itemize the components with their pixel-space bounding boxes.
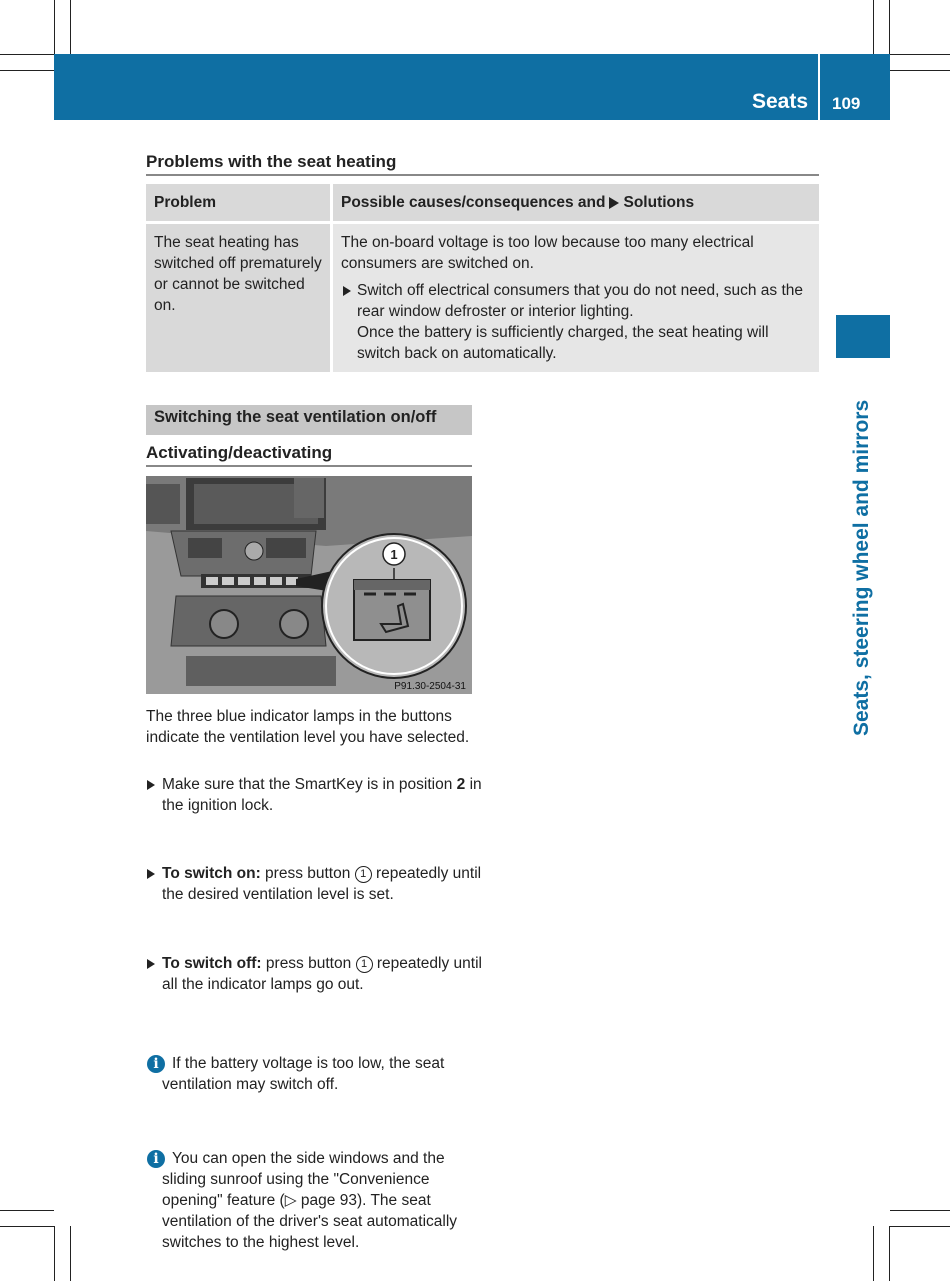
callout-number: 1 — [390, 547, 398, 562]
column-header-solutions-text: Solutions — [623, 194, 695, 211]
section-title: Seats — [752, 90, 809, 113]
header-divider — [818, 54, 820, 120]
page-number: 109 — [832, 94, 861, 113]
bullet-bold: 2 — [456, 776, 466, 793]
triangle-icon — [609, 197, 619, 209]
bullet-triangle-icon — [147, 959, 155, 969]
button-number-icon: 1 — [356, 956, 373, 973]
crop-mark — [873, 1226, 874, 1281]
crop-mark — [889, 1226, 890, 1281]
crop-mark — [54, 1226, 55, 1281]
console-figure — [146, 476, 472, 694]
bullet-text: Make sure that the SmartKey is in position — [162, 776, 453, 793]
bullet-triangle-icon — [147, 780, 155, 790]
bullet-bold: To switch off: — [162, 955, 262, 972]
crop-mark — [889, 0, 890, 54]
crop-mark — [890, 1226, 950, 1227]
info-note — [146, 1148, 492, 1253]
activating-heading: Activating/deactivating — [146, 443, 333, 462]
bullet-text: press button — [265, 955, 352, 972]
solution-text-1: Switch off electrical consumers that you do not need, such as the rear window defroster or interior lighting. — [357, 282, 804, 320]
heading-rule — [146, 174, 819, 176]
bullet-text: press button — [265, 865, 351, 882]
crop-mark — [890, 54, 950, 55]
solution-text-2: Once the battery is sufficiently charged, the seat heating will switch back on automatically. — [357, 324, 769, 362]
crop-mark — [54, 0, 55, 54]
info-text: You can open the side windows and the sliding sunroof using the "Convenience opening" feature (▷ page 93). The seat ventilation of the driver's seat automatically switches to the highest level. — [162, 1150, 458, 1251]
page-header — [54, 54, 890, 120]
crop-mark — [0, 1226, 54, 1227]
problems-table — [146, 184, 819, 372]
bullet-text: in the ignition lock. — [162, 776, 482, 814]
info-note — [146, 1053, 492, 1095]
table-header-row — [146, 184, 819, 223]
crop-mark — [70, 1226, 71, 1281]
chapter-label: Seats, steering wheel and mirrors — [850, 399, 873, 736]
crop-mark — [890, 70, 950, 71]
crop-mark — [0, 54, 54, 55]
table-row — [146, 223, 819, 373]
column-header-problem: Problem — [146, 184, 332, 223]
section-band: Switching the seat ventilation on/off — [146, 405, 472, 435]
column-header-causes — [332, 184, 820, 223]
crop-mark — [70, 0, 71, 54]
solution-item — [341, 280, 811, 364]
info-text: If the battery voltage is too low, the seat ventilation may switch off. — [162, 1055, 445, 1093]
console-illustration — [146, 476, 472, 694]
info-icon: i — [147, 1150, 165, 1168]
bullet-bold: To switch on: — [162, 865, 261, 882]
intro-paragraph: The three blue indicator lamps in the buttons indicate the ventilation level you have selected. — [146, 708, 470, 746]
bullet-text: repeatedly until all the indicator lamps go out. — [162, 955, 482, 993]
cause-text: The on-board voltage is too low because too many electrical consumers are switched on. — [341, 234, 754, 272]
column-header-causes-text: Possible causes/consequences and — [341, 194, 606, 211]
bullet-item — [146, 774, 492, 816]
bullet-triangle-icon — [343, 286, 351, 296]
problem-cell: The seat heating has switched off prematurely or cannot be switched on. — [146, 223, 332, 373]
heading-rule — [146, 465, 472, 467]
info-icon: i — [147, 1055, 165, 1073]
crop-mark — [873, 0, 874, 54]
button-number-icon: 1 — [355, 866, 372, 883]
bullet-item — [146, 953, 492, 995]
bullet-triangle-icon — [147, 869, 155, 879]
solution-cell — [332, 223, 820, 373]
crop-mark — [890, 1210, 950, 1211]
bullet-text: repeatedly until the desired ventilation level is set. — [162, 865, 482, 903]
crop-mark — [0, 1210, 54, 1211]
crop-mark — [0, 70, 54, 71]
bullet-item — [146, 863, 492, 905]
figure-code: P91.30-2504-31 — [394, 681, 466, 692]
problems-heading: Problems with the seat heating — [146, 152, 397, 171]
chapter-tab — [836, 315, 890, 358]
